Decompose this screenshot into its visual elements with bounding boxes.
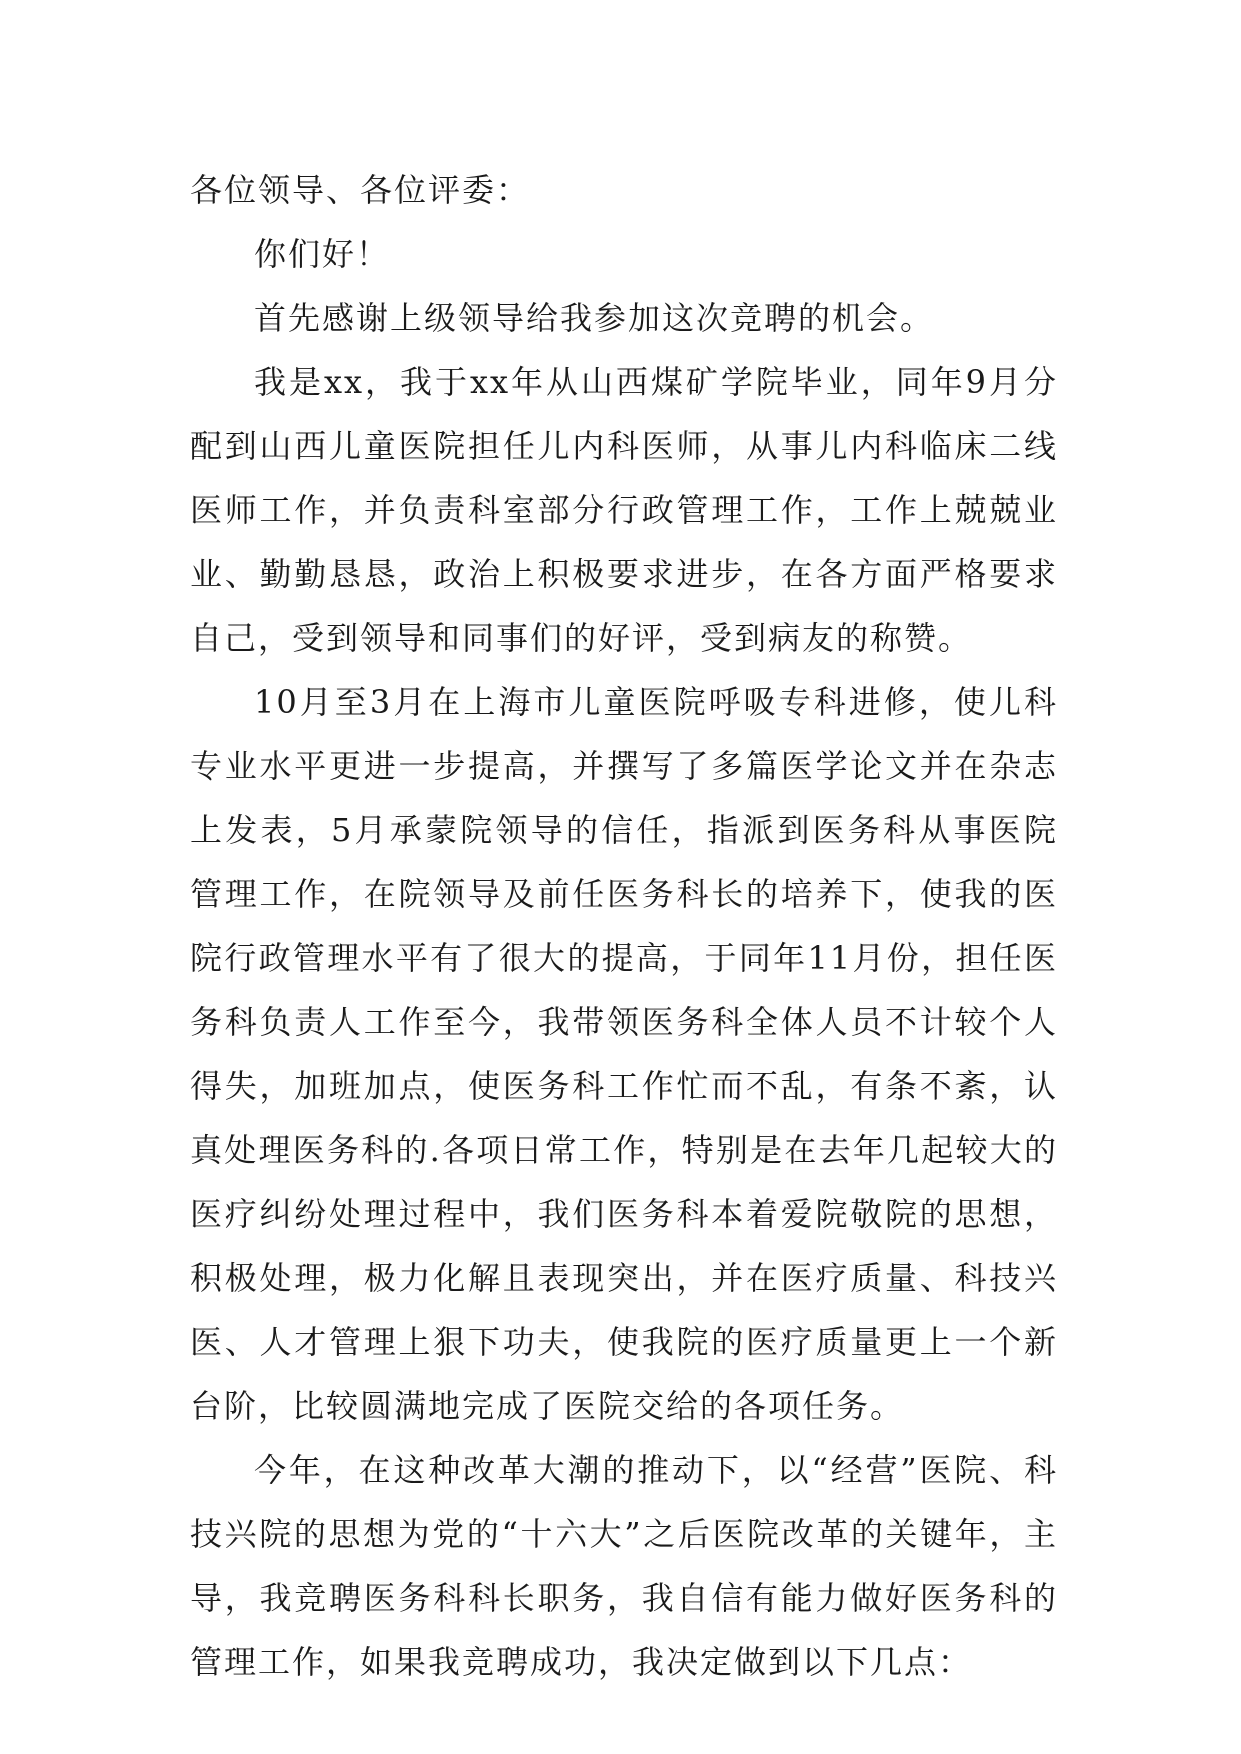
paragraph-thanks: 首先感谢上级领导给我参加这次竞聘的机会。: [254, 299, 935, 337]
paragraph-candidacy: 今年，在这种改革大潮的推动下，以“经营”医院、科技兴院的思想为党的“十六大”之后医院改革的关键年，主导，我竞聘医务科科长职务，我自信有能力做好医务科的管理工作，如果我竞聘成功，我决定做到以下几点：: [190, 1451, 1058, 1681]
salutation: 各位领导、各位评委：: [190, 171, 531, 209]
paragraph-experience: 10月至3月在上海市儿童医院呼吸专科进修，使儿科专业水平更进一步提高，并撰写了多篇医学论文并在杂志上发表，5月承蒙院领导的信任，指派到医务科从事医院管理工作，在院领导及前任医务科长的培养下，使我的医院行政管理水平有了很大的提高，于同年11月份，担任医务科负责人工作至今，我带领医务科全体人员不计较个人得失，加班加点，使医务科工作忙而不乱，有条不紊，认真处理医务科的.各项日常工作，特别是在去年几起较大的医疗纠纷处理过程中，我们医务科本着爱院敬院的思想，积极处理，极力化解且表现突出，并在医疗质量、科技兴医、人才管理上狠下功夫，使我院的医疗质量更上一个新台阶，比较圆满地完成了医院交给的各项任务。: [190, 683, 1058, 1425]
paragraph-background: 我是xx，我于xx年从山西煤矿学院毕业，同年9月分配到山西儿童医院担任儿内科医师，从事儿内科临床二线医师工作，并负责科室部分行政管理工作，工作上兢兢业业、勤勤恳恳，政治上积极要求进步，在各方面严格要求自己，受到领导和同事们的好评，受到病友的称赞。: [190, 363, 1058, 657]
document-body: [190, 158, 1058, 1694]
greeting: 你们好！: [254, 235, 391, 273]
